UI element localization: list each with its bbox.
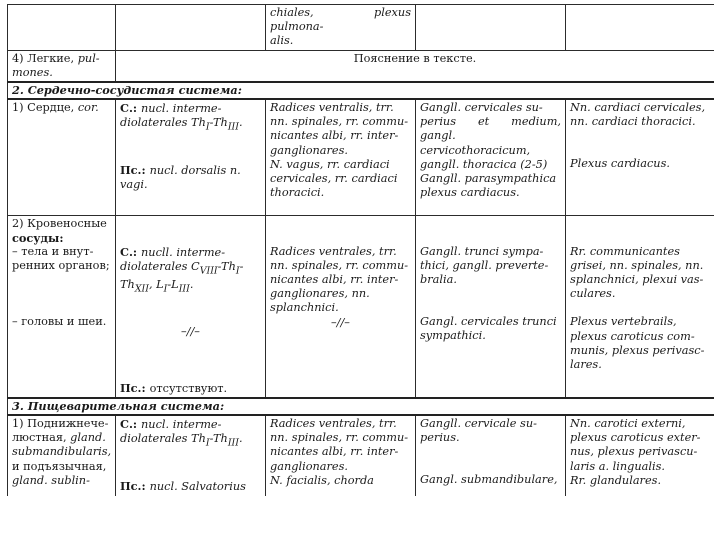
table-row-lungs <box>8 50 715 82</box>
cell-ganglia-glands: Gangll. cervicale su- perius. Gangl. submandibulare, <box>416 415 566 496</box>
cell-preganglionic-glands: Radices ventrales, trr. nn. spinales, rr. commu- nicantes albi, rr. inter- ganglionares. N. facialis, chorda <box>266 415 416 496</box>
cell-postganglionic-vessels: Rr. communicantes grisei, nn. spinales, nn. splanchnici, plexui vas- culares. Plexus vertebrails, plexus caroticus com- munis, plexus perivasc- lares. <box>566 215 715 398</box>
cell-preganglionic-vessels: Radices ventrales, trr. nn. spinales, rr. commu- nicantes albi, rr. inter- ganglionares, nn. splanchnici. –//– <box>266 215 416 398</box>
cell-organ-vessels: 2) Кровеносные сосуды: – тела и внут- ренних органов; – головы и шеи. <box>8 215 116 398</box>
cell-organ-lungs: 4) Легкие, pul- mones. <box>8 50 116 82</box>
table-row-heart <box>8 99 715 215</box>
cell-preganglionic: chiales, plexus pulmona- alis. <box>266 5 416 51</box>
section-header-cardiovascular: 2. Сердечно-сосудистая система: <box>8 82 715 99</box>
autonomic-innervation-table <box>7 4 714 496</box>
section-header-digestive: 3. Пищеварительная система: <box>8 398 715 415</box>
cell-organ <box>8 5 116 51</box>
table-row-glands <box>8 415 715 496</box>
cell-note: Пояснение в тексте. <box>116 50 715 82</box>
table-row-vessels <box>8 215 715 398</box>
table-row-continuation <box>8 5 715 51</box>
cell-postganglionic <box>566 5 715 51</box>
scanned-page <box>7 4 714 496</box>
cell-centers-glands: С.: nucl. interme- diolaterales $Th_I-Th_{III}$. Пс.: nucl. Salvatorius <box>116 415 266 496</box>
cell-centers-heart: С.: nucl. interme- diolaterales $Th_I-Th_{III}$. Пс.: nucl. dorsalis n. vagi. <box>116 99 266 215</box>
cell-centers <box>116 5 266 51</box>
cell-centers-vessels: С.: nucll. interme- diolaterales $C_{VIII}-Th_I-$ $Th_{XII}$, $L_I-L_{III}$. –//– Пс.: отсутствуют. <box>116 215 266 398</box>
cell-postganglionic-glands: Nn. carotici externi, plexus caroticus exter- nus, plexus perivascu- laris a. lingualis. Rr. glandulares. <box>566 415 715 496</box>
cell-organ-glands: 1) Поднижнече- люстная, gland. submandibularis, и подъязычная, gland. sublin- <box>8 415 116 496</box>
cell-postganglionic-heart: Nn. cardiaci cervicales, nn. cardiaci thoracici. Plexus cardiacus. <box>566 99 715 215</box>
cell-preganglionic-heart: Radices ventralis, trr. nn. spinales, rr. commu- nicantes albi, rr. inter- ganglionares. N. vagus, rr. cardiaci cervicales, rr. cardiaci thoracici. <box>266 99 416 215</box>
cell-organ-heart: 1) Сердце, cor. <box>8 99 116 215</box>
cell-ganglia-vessels: Gangll. trunci sympa- thici, gangll. preverte- bralia. Gangl. cervicales trunci sympathici. <box>416 215 566 398</box>
cell-ganglia-heart: Gangll. cervicales su- perius et medium, gangl. cervicothoracicum, gangll. thoracica (2-5) Gangll. parasympathica plexus cardiacus. <box>416 99 566 215</box>
cell-ganglia <box>416 5 566 51</box>
